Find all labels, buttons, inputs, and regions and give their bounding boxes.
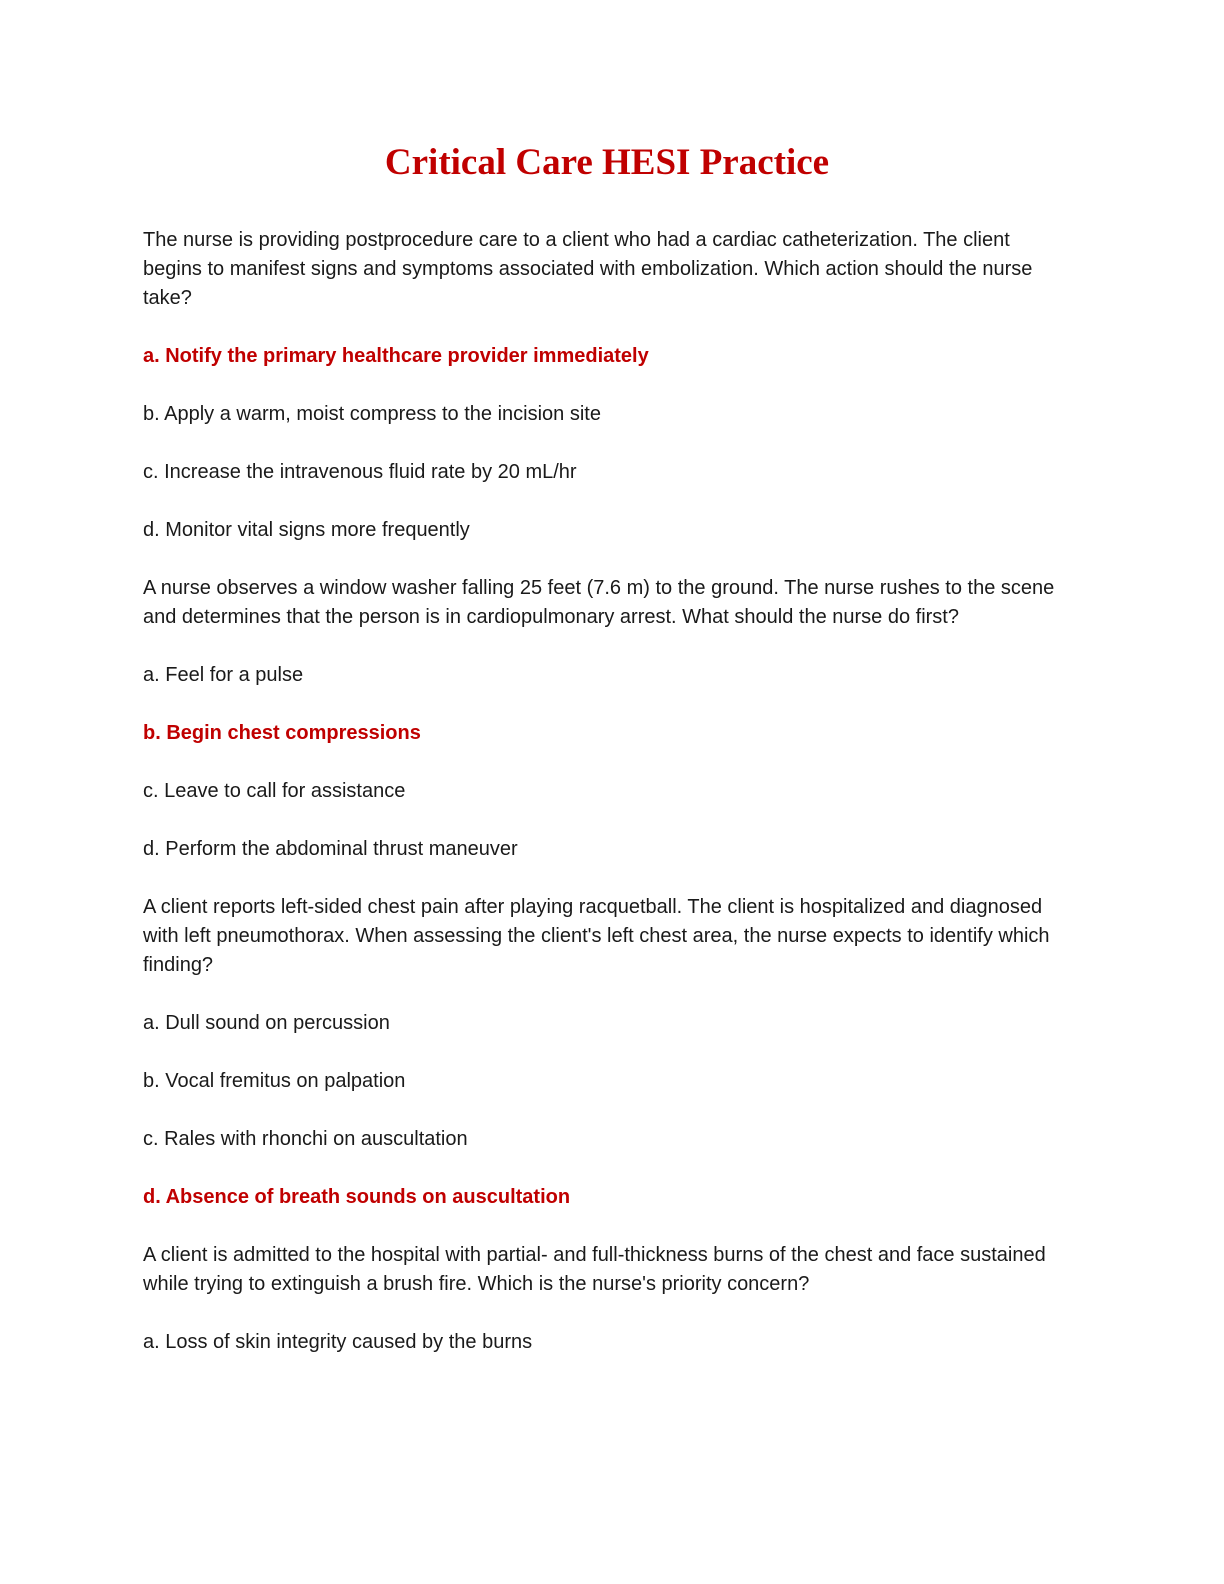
question-list (143, 226, 1073, 1386)
answer-option: c. Increase the intravenous fluid rate by 20 mL/hr (143, 461, 577, 483)
question-block (143, 574, 1073, 864)
question-text: A client reports left-sided chest pain after playing racquetball. The client is hospitalized and diagnosed with left pneumothorax. When assessing the client's left chest area, the nurse expects to identify which finding? (143, 896, 1050, 976)
question-text: The nurse is providing postprocedure care to a client who had a cardiac catheterization. The client begins to manifest signs and symptoms associated with embolization. Which action should the nurse take? (143, 229, 1033, 309)
answer-option: a. Feel for a pulse (143, 664, 304, 686)
question-text: A nurse observes a window washer falling 25 feet (7.6 m) to the ground. The nurse rushes to the scene and determines that the person is in cardiopulmonary arrest. What should the nurse do first? (143, 577, 1055, 628)
answer-option: b. Apply a warm, moist compress to the incision site (143, 403, 601, 425)
page-title: Critical Care HESI Practice (384, 142, 830, 183)
answer-option-correct: b. Begin chest compressions (143, 722, 421, 744)
answer-option-correct: d. Absence of breath sounds on auscultation (143, 1186, 571, 1208)
answer-option: d. Perform the abdominal thrust maneuver (143, 838, 518, 860)
answer-option: c. Leave to call for assistance (143, 780, 406, 802)
question-text: A client is admitted to the hospital with partial- and full-thickness burns of the chest and face sustained while trying to extinguish a brush fire. Which is the nurse's priority concern? (143, 1244, 1046, 1295)
question-block (143, 1241, 1073, 1357)
question-block (143, 893, 1073, 1212)
answer-option: a. Loss of skin integrity caused by the burns (143, 1331, 533, 1353)
answer-option: a. Dull sound on percussion (143, 1012, 390, 1034)
answer-option-correct: a. Notify the primary healthcare provider immediately (143, 345, 649, 367)
question-block (143, 226, 1073, 545)
answer-option: d. Monitor vital signs more frequently (143, 519, 470, 541)
answer-option: b. Vocal fremitus on palpation (143, 1070, 406, 1092)
answer-option: c. Rales with rhonchi on auscultation (143, 1128, 468, 1150)
